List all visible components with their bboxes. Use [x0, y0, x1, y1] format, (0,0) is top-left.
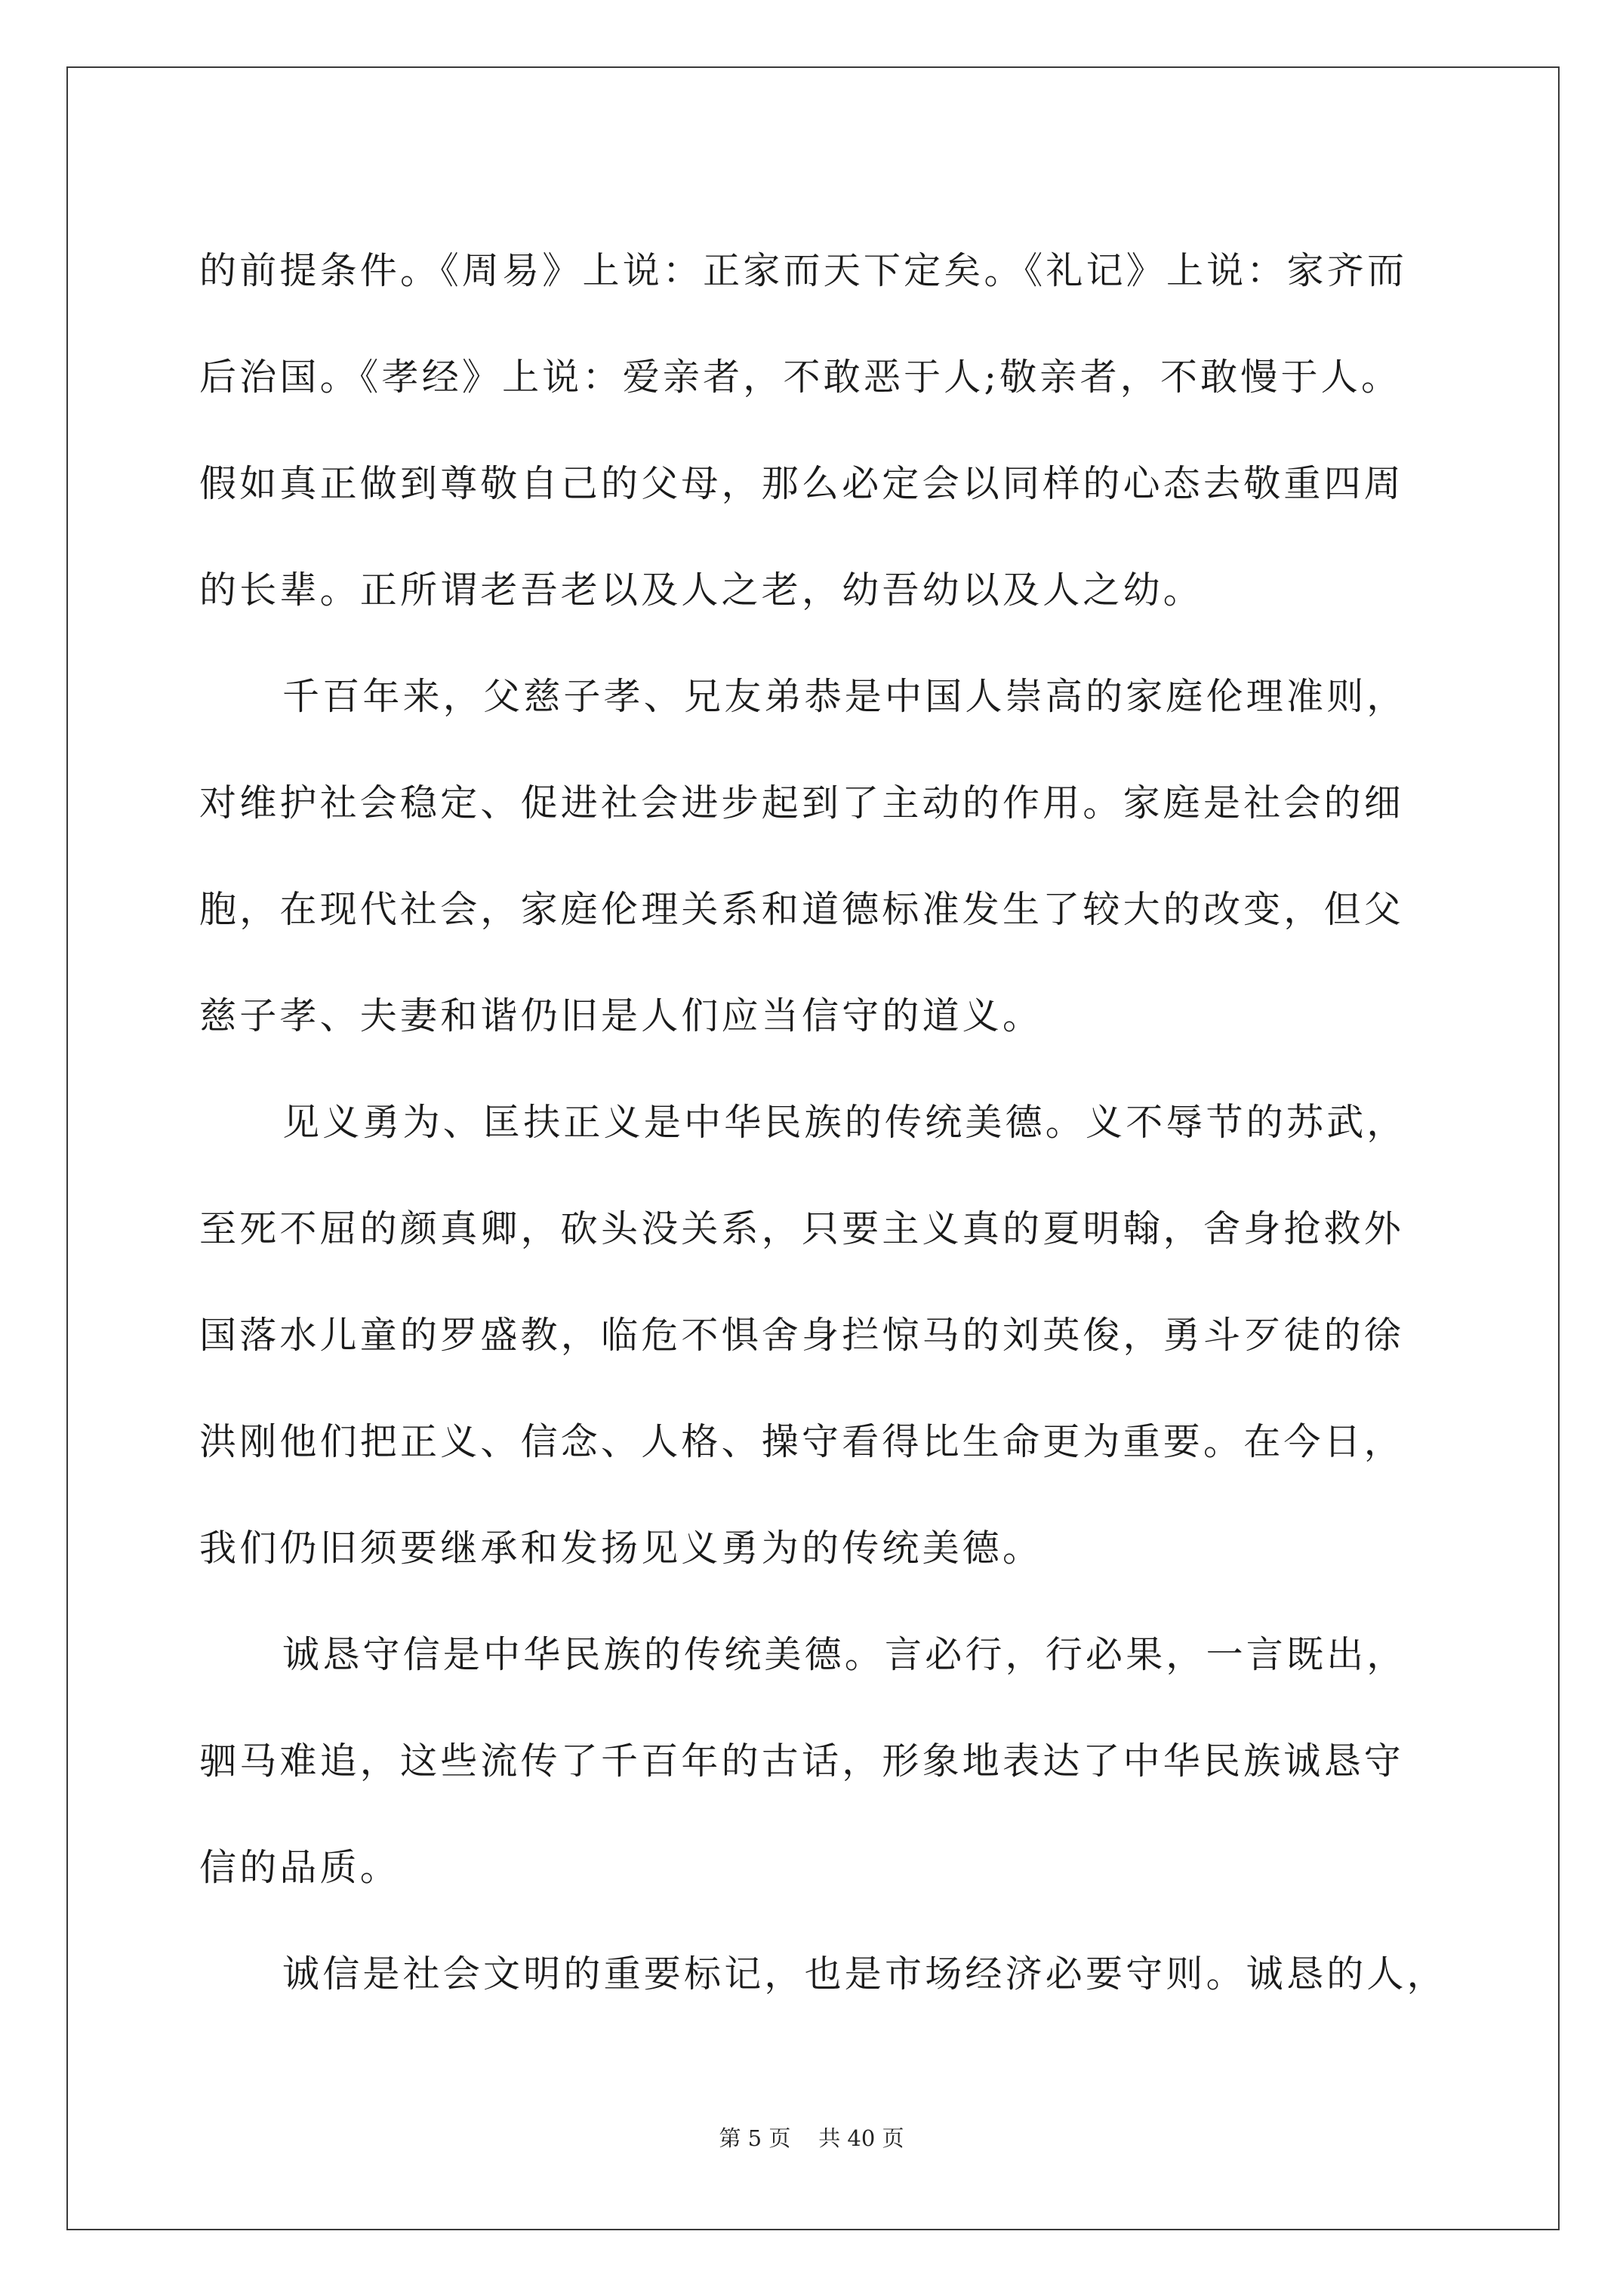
paragraph: [199, 643, 1437, 1069]
paragraph: [199, 1921, 1447, 2027]
text-line: 信的品质。: [199, 1846, 401, 1889]
paragraph: [199, 217, 1437, 643]
text-line: 的长辈。正所谓老吾老以及人之老，幼吾幼以及人之幼。: [199, 569, 1204, 612]
text-line: 对维护社会稳定、促进社会进步起到了主动的作用。家庭是社会的细: [199, 781, 1405, 824]
text-line: 见义勇为、匡扶正义是中华民族的传统美德。义不辱节的苏武，: [282, 1101, 1407, 1144]
text-line: 至死不屈的颜真卿，砍头没关系，只要主义真的夏明翰，舍身抢救外: [199, 1207, 1405, 1250]
document-body: [199, 217, 1447, 2027]
paragraph: [199, 1601, 1437, 1921]
text-line: 我们仍旧须要继承和发扬见义勇为的传统美德。: [199, 1527, 1043, 1570]
text-line: 洪刚他们把正义、信念、人格、操守看得比生命更为重要。在今日，: [199, 1420, 1405, 1463]
text-line: 胞，在现代社会，家庭伦理关系和道德标准发生了较大的改变，但父: [199, 888, 1405, 931]
text-line: 后治国。《孝经》上说：爱亲者，不敢恶于人;敬亲者，不敢慢于人。: [199, 356, 1402, 399]
text-line: 慈子孝、夫妻和谐仍旧是人们应当信守的道义。: [199, 994, 1043, 1037]
text-line: 的前提条件。《周易》上说：正家而天下定矣。《礼记》上说：家齐而: [199, 249, 1408, 292]
text-line: 千百年来，父慈子孝、兄友弟恭是中国人崇高的家庭伦理准则，: [282, 675, 1407, 718]
text-line: 驷马难追，这些流传了千百年的古话，形象地表达了中华民族诚恳守: [199, 1740, 1405, 1783]
paragraph: [199, 1069, 1437, 1601]
text-line: 诚恳守信是中华民族的传统美德。言必行，行必果，一言既出，: [282, 1633, 1407, 1676]
page-number-footer: 第 5 页 共 40 页: [719, 2125, 904, 2151]
text-line: 诚信是社会文明的重要标记，也是市场经济必要守则。诚恳的人，: [282, 1952, 1447, 1996]
text-line: 假如真正做到尊敬自己的父母，那么必定会以同样的心态去敬重四周: [199, 462, 1405, 505]
text-line: 国落水儿童的罗盛教，临危不惧舍身拦惊马的刘英俊，勇斗歹徒的徐: [199, 1314, 1405, 1357]
